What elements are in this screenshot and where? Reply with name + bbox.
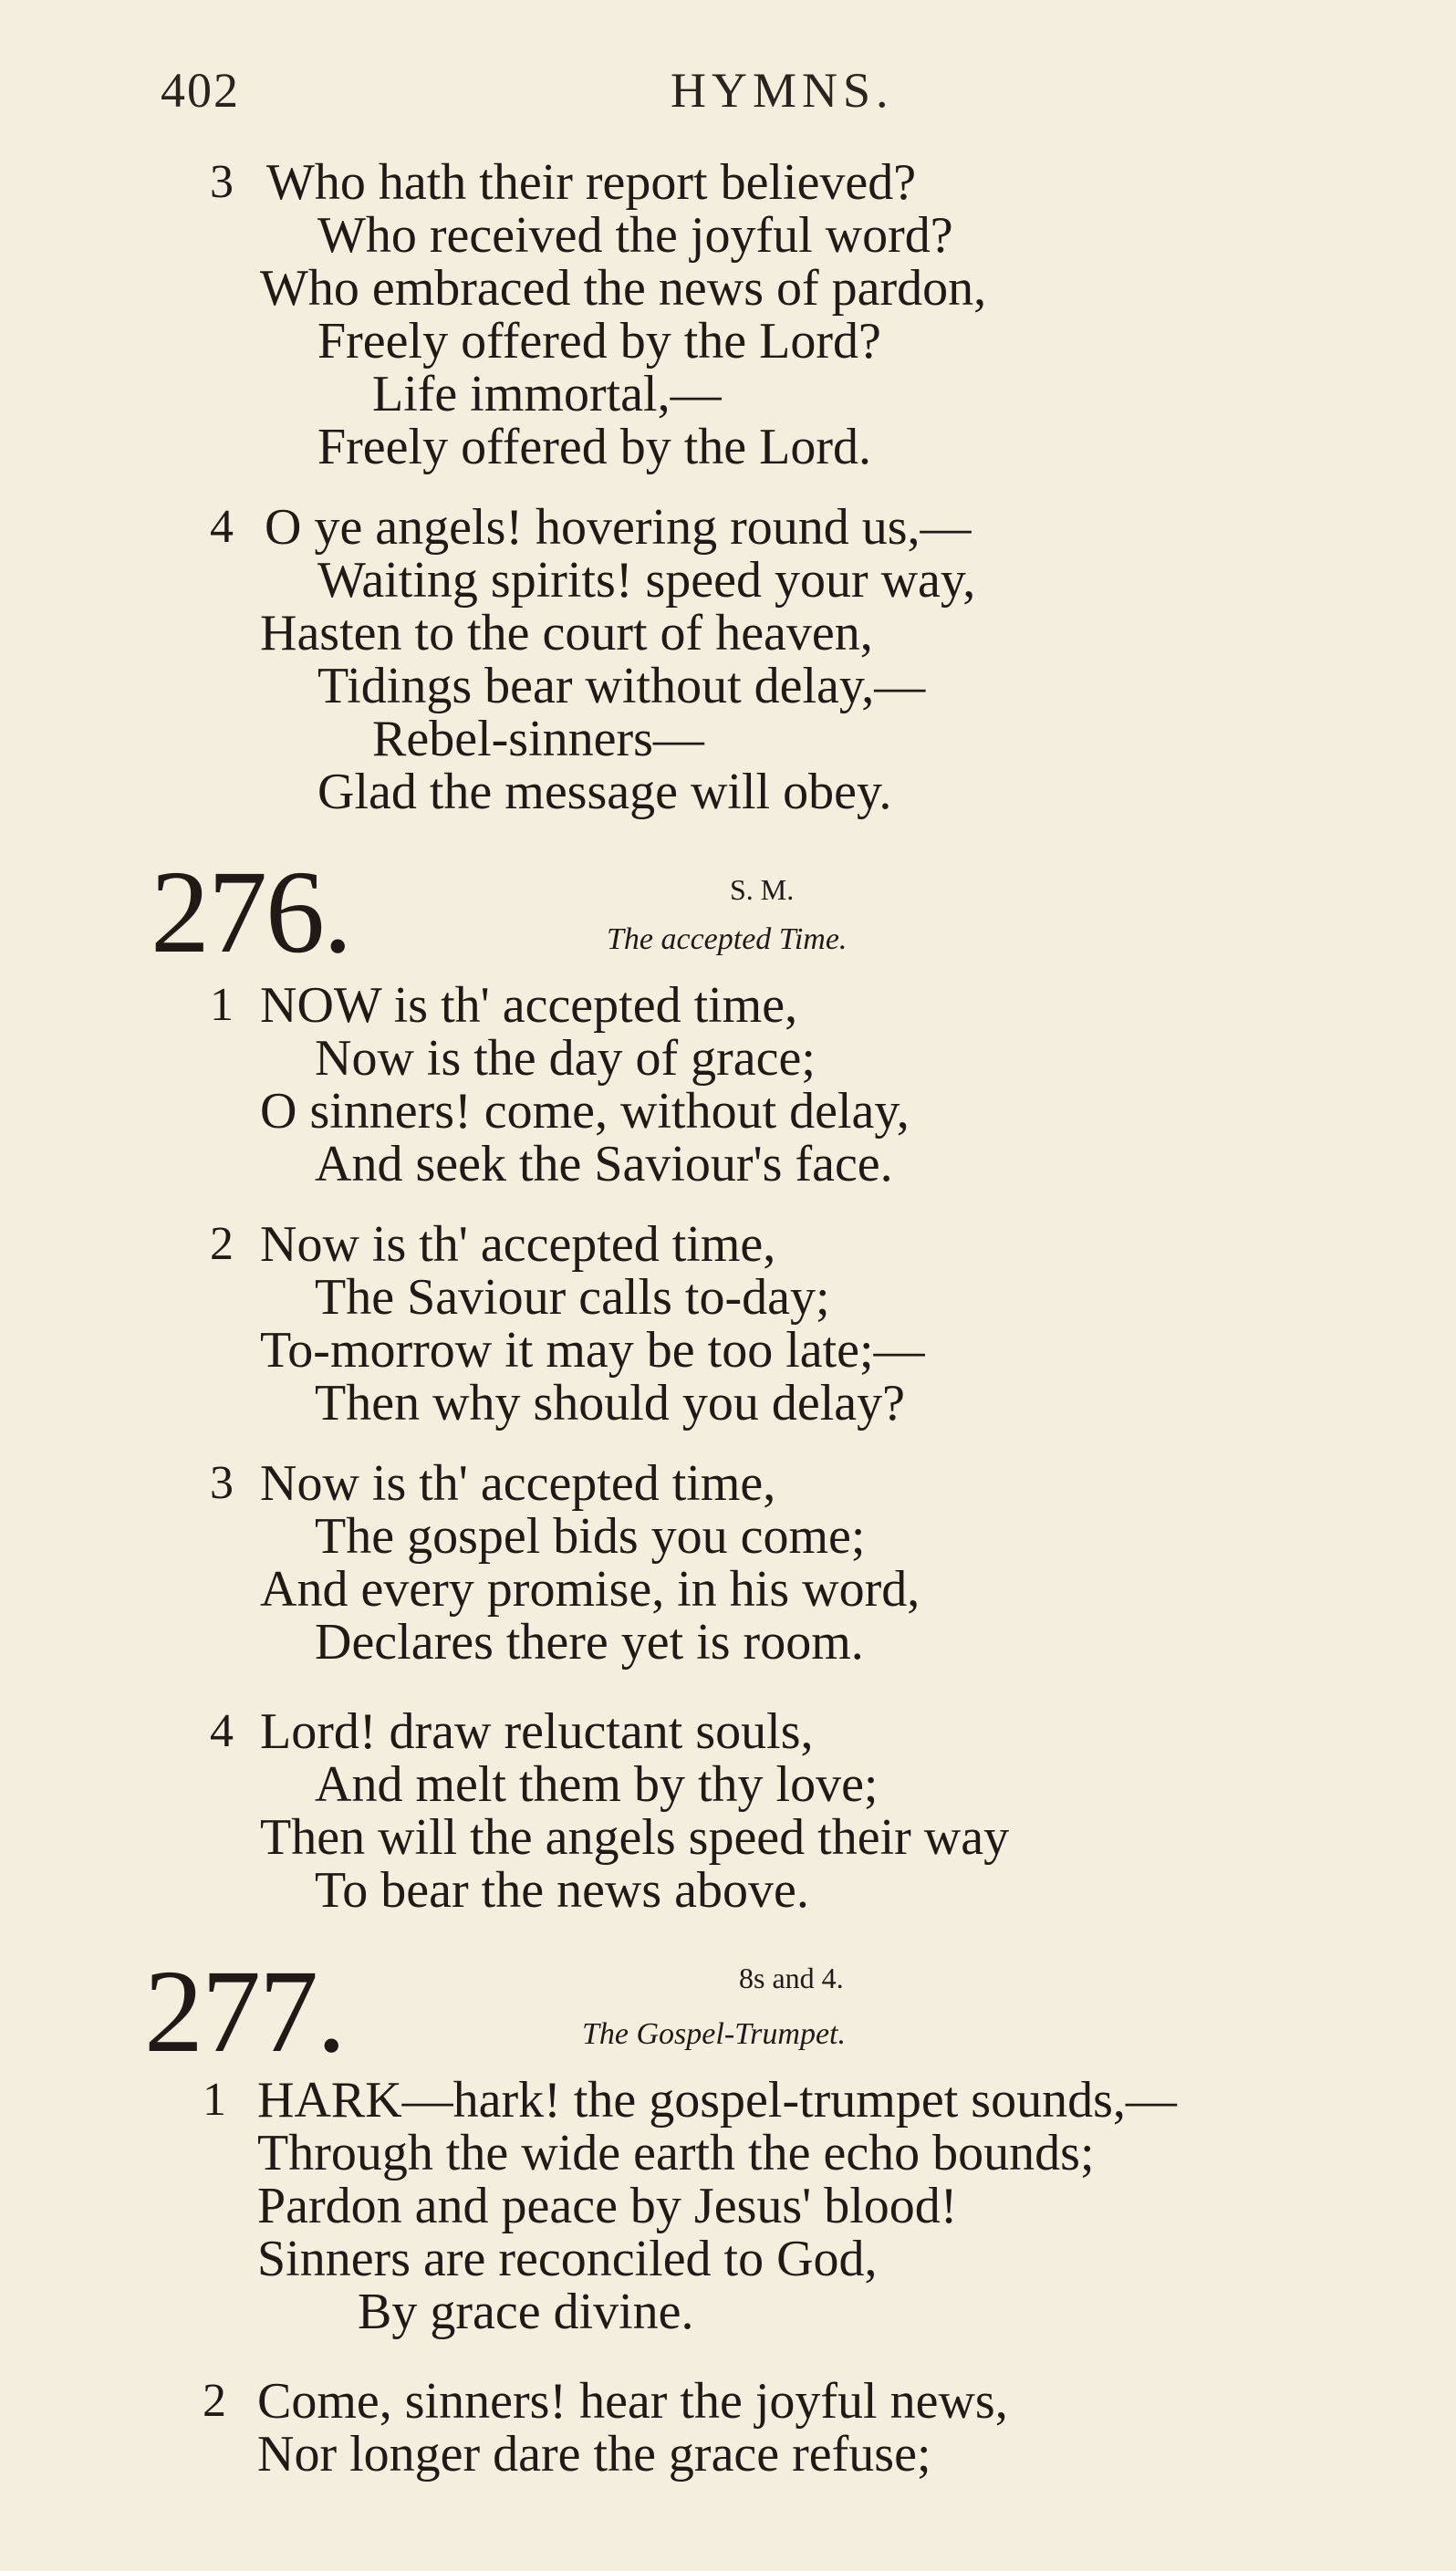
bleed-through-shadow bbox=[1310, 0, 1456, 2571]
verse-number: 3 bbox=[210, 1457, 234, 1509]
verse-line: Glad the message will obey. bbox=[317, 764, 892, 820]
verse-line: Who hath their report believed? bbox=[266, 154, 917, 211]
verse-line: HARK—hark! the gospel-trumpet sounds,— bbox=[257, 2072, 1177, 2129]
hymn-title: The Gospel-Trumpet. bbox=[582, 2017, 846, 2051]
verse-line: Now is th' accepted time, bbox=[260, 1455, 776, 1512]
verse-line: Life immortal,— bbox=[372, 366, 722, 422]
verse-number: 4 bbox=[210, 501, 234, 553]
verse-number: 2 bbox=[210, 1218, 234, 1270]
verse-line: O ye angels! hovering round us,— bbox=[265, 499, 972, 556]
hymn-meter: 8s and 4. bbox=[739, 1962, 844, 1994]
verse-line: NOW is th' accepted time, bbox=[260, 977, 798, 1034]
verse-line: By grace divine. bbox=[358, 2284, 694, 2340]
verse-line: Then why should you delay? bbox=[315, 1375, 905, 1431]
verse-line: O sinners! come, without delay, bbox=[260, 1083, 910, 1140]
verse-line: Nor longer dare the grace refuse; bbox=[257, 2426, 931, 2483]
verse-line: And melt them by thy love; bbox=[315, 1756, 879, 1813]
verse-line: Tidings bear without delay,— bbox=[317, 658, 926, 714]
running-title: HYMNS. bbox=[671, 63, 894, 118]
verse-line: And seek the Saviour's face. bbox=[315, 1136, 893, 1192]
verse-line: Declares there yet is room. bbox=[315, 1614, 864, 1671]
verse-number: 2 bbox=[203, 2375, 226, 2427]
verse-line: Rebel-sinners— bbox=[372, 711, 704, 767]
verse-line: To-morrow it may be too late;— bbox=[260, 1322, 925, 1379]
verse-line: Sinners are reconciled to God, bbox=[257, 2231, 878, 2287]
hymn-title: The accepted Time. bbox=[607, 922, 848, 956]
verse-number: 1 bbox=[210, 979, 234, 1031]
verse-line: Hasten to the court of heaven, bbox=[260, 605, 873, 661]
verse-line: The gospel bids you come; bbox=[315, 1508, 866, 1565]
verse-line: And every promise, in his word, bbox=[260, 1561, 920, 1618]
verse-line: Through the wide earth the echo bounds; bbox=[257, 2125, 1095, 2181]
verse-line: Pardon and peace by Jesus' blood! bbox=[257, 2178, 958, 2234]
verse-line: To bear the news above. bbox=[315, 1862, 809, 1919]
verse-line: The Saviour calls to-day; bbox=[315, 1269, 830, 1326]
verse-line: Now is th' accepted time, bbox=[260, 1216, 776, 1273]
page-header bbox=[0, 62, 1456, 126]
verse-line: Freely offered by the Lord? bbox=[317, 313, 881, 370]
verse-line: Waiting spirits! speed your way, bbox=[317, 552, 976, 609]
hymn-number: 277. bbox=[144, 1946, 345, 2077]
verse-number: 3 bbox=[210, 156, 234, 208]
verse-line: Freely offered by the Lord. bbox=[317, 419, 871, 475]
hymn-meter: S. M. bbox=[730, 873, 795, 906]
verse-line: Who embraced the news of pardon, bbox=[260, 260, 987, 317]
verse-line: Lord! draw reluctant souls, bbox=[260, 1703, 814, 1760]
page-number: 402 bbox=[161, 63, 240, 118]
hymn-number: 276. bbox=[151, 847, 351, 978]
verse-number: 1 bbox=[203, 2074, 226, 2126]
verse-line: Come, sinners! hear the joyful news, bbox=[257, 2373, 1008, 2430]
verse-line: Who received the joyful word? bbox=[317, 207, 953, 264]
verse-number: 4 bbox=[210, 1705, 234, 1757]
verse-line: Then will the angels speed their way bbox=[260, 1809, 1010, 1866]
verse-line: Now is the day of grace; bbox=[315, 1030, 816, 1087]
